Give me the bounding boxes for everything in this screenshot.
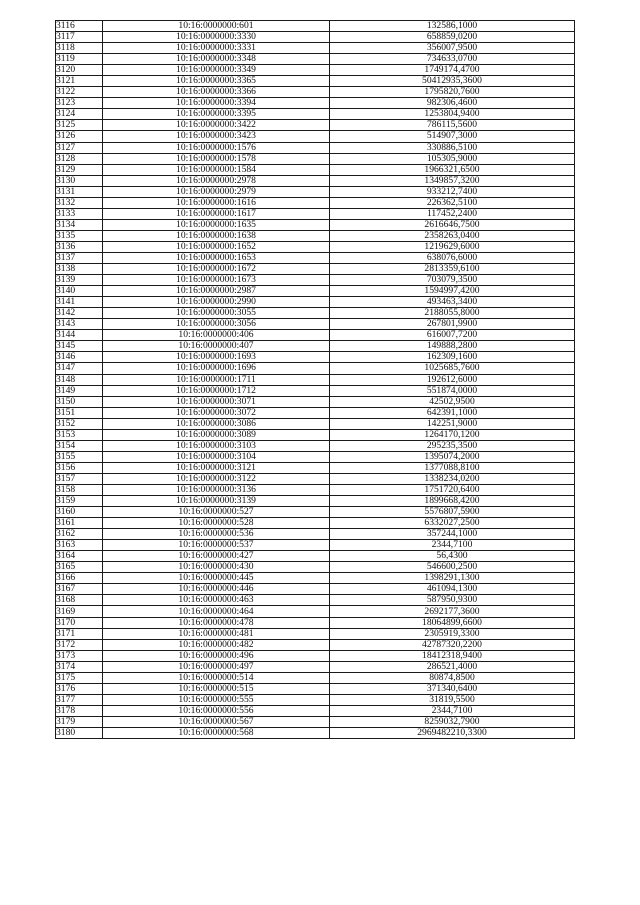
row-number-cell: 3176 — [56, 683, 103, 694]
value-cell: 80874,8500 — [330, 672, 575, 683]
row-number-cell: 3154 — [56, 440, 103, 451]
value-cell: 286521,4000 — [330, 661, 575, 672]
cadastral-number-cell: 10:16:0000000:601 — [103, 21, 330, 32]
value-cell: 356007,9500 — [330, 43, 575, 54]
row-number-cell: 3171 — [56, 628, 103, 639]
value-cell: 982306,4600 — [330, 98, 575, 109]
table-row — [56, 396, 575, 407]
table-row — [56, 241, 575, 252]
row-number-cell: 3152 — [56, 418, 103, 429]
cadastral-number-cell: 10:16:0000000:1578 — [103, 153, 330, 164]
table-row — [56, 208, 575, 219]
cadastral-number-cell: 10:16:0000000:537 — [103, 540, 330, 551]
value-cell: 1899668,4200 — [330, 496, 575, 507]
value-cell: 226362,5100 — [330, 197, 575, 208]
table-row — [56, 197, 575, 208]
row-number-cell: 3132 — [56, 197, 103, 208]
cadastral-number-cell: 10:16:0000000:3056 — [103, 319, 330, 330]
cadastral-number-cell: 10:16:0000000:536 — [103, 529, 330, 540]
value-cell: 2344,7100 — [330, 705, 575, 716]
value-cell: 546600,2500 — [330, 562, 575, 573]
row-number-cell: 3165 — [56, 562, 103, 573]
cadastral-number-cell: 10:16:0000000:1635 — [103, 219, 330, 230]
value-cell: 2305919,3300 — [330, 628, 575, 639]
table-row — [56, 297, 575, 308]
row-number-cell: 3130 — [56, 175, 103, 186]
table-row — [56, 142, 575, 153]
value-cell: 2969482210,3300 — [330, 728, 575, 739]
cadastral-number-cell: 10:16:0000000:3089 — [103, 429, 330, 440]
cadastral-number-cell: 10:16:0000000:3423 — [103, 131, 330, 142]
row-number-cell: 3143 — [56, 319, 103, 330]
cadastral-number-cell: 10:16:0000000:1696 — [103, 363, 330, 374]
table-row — [56, 341, 575, 352]
cadastral-number-cell: 10:16:0000000:3348 — [103, 54, 330, 65]
row-number-cell: 3177 — [56, 694, 103, 705]
value-cell: 587950,9300 — [330, 595, 575, 606]
row-number-cell: 3167 — [56, 584, 103, 595]
row-number-cell: 3153 — [56, 429, 103, 440]
cadastral-number-cell: 10:16:0000000:2990 — [103, 297, 330, 308]
row-number-cell: 3124 — [56, 109, 103, 120]
value-cell: 50412935,3600 — [330, 76, 575, 87]
value-cell: 642391,1000 — [330, 407, 575, 418]
cadastral-number-cell: 10:16:0000000:478 — [103, 617, 330, 628]
cadastral-number-cell: 10:16:0000000:1652 — [103, 241, 330, 252]
cadastral-number-cell: 10:16:0000000:481 — [103, 628, 330, 639]
row-number-cell: 3173 — [56, 650, 103, 661]
table-row — [56, 595, 575, 606]
row-number-cell: 3133 — [56, 208, 103, 219]
value-cell: 6332027,2500 — [330, 518, 575, 529]
cadastral-number-cell: 10:16:0000000:427 — [103, 551, 330, 562]
cadastral-number-cell: 10:16:0000000:1576 — [103, 142, 330, 153]
cadastral-number-cell: 10:16:0000000:568 — [103, 728, 330, 739]
table-row — [56, 264, 575, 275]
table-row — [56, 705, 575, 716]
row-number-cell: 3121 — [56, 76, 103, 87]
cadastral-number-cell: 10:16:0000000:2987 — [103, 286, 330, 297]
table-row — [56, 716, 575, 727]
value-cell: 267801,9900 — [330, 319, 575, 330]
table-row — [56, 87, 575, 98]
cadastral-number-cell: 10:16:0000000:407 — [103, 341, 330, 352]
value-cell: 42787320,2200 — [330, 639, 575, 650]
table-row — [56, 131, 575, 142]
value-cell: 192612,6000 — [330, 374, 575, 385]
row-number-cell: 3127 — [56, 142, 103, 153]
value-cell: 703079,3500 — [330, 275, 575, 286]
value-cell: 461094,1300 — [330, 584, 575, 595]
table-row — [56, 496, 575, 507]
row-number-cell: 3163 — [56, 540, 103, 551]
table-row — [56, 429, 575, 440]
value-cell: 2616646,7500 — [330, 219, 575, 230]
value-cell: 1398291,1300 — [330, 573, 575, 584]
value-cell: 1219629,6000 — [330, 241, 575, 252]
table-row — [56, 529, 575, 540]
table-row — [56, 407, 575, 418]
table-row — [56, 186, 575, 197]
value-cell: 638076,6000 — [330, 252, 575, 263]
value-cell: 42502,9500 — [330, 396, 575, 407]
row-number-cell: 3157 — [56, 473, 103, 484]
cadastral-number-cell: 10:16:0000000:464 — [103, 606, 330, 617]
row-number-cell: 3138 — [56, 264, 103, 275]
value-cell: 142251,9000 — [330, 418, 575, 429]
row-number-cell: 3142 — [56, 308, 103, 319]
cadastral-number-cell: 10:16:0000000:497 — [103, 661, 330, 672]
cadastral-number-cell: 10:16:0000000:445 — [103, 573, 330, 584]
value-cell: 2813359,6100 — [330, 264, 575, 275]
table-row — [56, 120, 575, 131]
table-row — [56, 473, 575, 484]
cadastral-number-cell: 10:16:0000000:555 — [103, 694, 330, 705]
table-row — [56, 462, 575, 473]
table-row — [56, 65, 575, 76]
row-number-cell: 3160 — [56, 507, 103, 518]
row-number-cell: 3145 — [56, 341, 103, 352]
value-cell: 1594997,4200 — [330, 286, 575, 297]
value-cell: 18064899,6600 — [330, 617, 575, 628]
value-cell: 1795820,7600 — [330, 87, 575, 98]
value-cell: 1751720,6400 — [330, 484, 575, 495]
row-number-cell: 3126 — [56, 131, 103, 142]
row-number-cell: 3161 — [56, 518, 103, 529]
value-cell: 2358263,0400 — [330, 230, 575, 241]
cadastral-number-cell: 10:16:0000000:1673 — [103, 275, 330, 286]
table-row — [56, 584, 575, 595]
row-number-cell: 3136 — [56, 241, 103, 252]
table-row — [56, 650, 575, 661]
row-number-cell: 3117 — [56, 32, 103, 43]
cadastral-number-cell: 10:16:0000000:2978 — [103, 175, 330, 186]
row-number-cell: 3118 — [56, 43, 103, 54]
cadastral-number-cell: 10:16:0000000:3366 — [103, 87, 330, 98]
row-number-cell: 3170 — [56, 617, 103, 628]
table-row — [56, 440, 575, 451]
table-row — [56, 540, 575, 551]
cadastral-number-cell: 10:16:0000000:3103 — [103, 440, 330, 451]
row-number-cell: 3135 — [56, 230, 103, 241]
row-number-cell: 3179 — [56, 716, 103, 727]
table-row — [56, 374, 575, 385]
cadastral-number-cell: 10:16:0000000:514 — [103, 672, 330, 683]
cadastral-number-cell: 10:16:0000000:3395 — [103, 109, 330, 120]
value-cell: 514907,3000 — [330, 131, 575, 142]
row-number-cell: 3147 — [56, 363, 103, 374]
row-number-cell: 3174 — [56, 661, 103, 672]
table-row — [56, 175, 575, 186]
row-number-cell: 3150 — [56, 396, 103, 407]
row-number-cell: 3146 — [56, 352, 103, 363]
table-row — [56, 219, 575, 230]
row-number-cell: 3168 — [56, 595, 103, 606]
row-number-cell: 3164 — [56, 551, 103, 562]
table-row — [56, 319, 575, 330]
row-number-cell: 3149 — [56, 385, 103, 396]
cadastral-values-table — [55, 20, 575, 739]
table-row — [56, 639, 575, 650]
cadastral-number-cell: 10:16:0000000:567 — [103, 716, 330, 727]
row-number-cell: 3166 — [56, 573, 103, 584]
value-cell: 1264170,1200 — [330, 429, 575, 440]
table-row — [56, 308, 575, 319]
cadastral-number-cell: 10:16:0000000:3104 — [103, 451, 330, 462]
table-row — [56, 661, 575, 672]
table-row — [56, 363, 575, 374]
cadastral-number-cell: 10:16:0000000:406 — [103, 330, 330, 341]
table-row — [56, 153, 575, 164]
value-cell: 149888,2800 — [330, 341, 575, 352]
table-row — [56, 573, 575, 584]
table-row — [56, 352, 575, 363]
table-row — [56, 54, 575, 65]
table-row — [56, 230, 575, 241]
row-number-cell: 3156 — [56, 462, 103, 473]
row-number-cell: 3128 — [56, 153, 103, 164]
table-row — [56, 76, 575, 87]
cadastral-number-cell: 10:16:0000000:1584 — [103, 164, 330, 175]
row-number-cell: 3139 — [56, 275, 103, 286]
cadastral-number-cell: 10:16:0000000:482 — [103, 639, 330, 650]
value-cell: 132586,1000 — [330, 21, 575, 32]
table-row — [56, 518, 575, 529]
value-cell: 330886,5100 — [330, 142, 575, 153]
cadastral-number-cell: 10:16:0000000:430 — [103, 562, 330, 573]
row-number-cell: 3180 — [56, 728, 103, 739]
table-row — [56, 164, 575, 175]
row-number-cell: 3162 — [56, 529, 103, 540]
table-row — [56, 385, 575, 396]
value-cell: 933212,7400 — [330, 186, 575, 197]
row-number-cell: 3123 — [56, 98, 103, 109]
cadastral-number-cell: 10:16:0000000:3136 — [103, 484, 330, 495]
cadastral-number-cell: 10:16:0000000:3071 — [103, 396, 330, 407]
table-row — [56, 694, 575, 705]
value-cell: 5576807,5900 — [330, 507, 575, 518]
table-row — [56, 451, 575, 462]
row-number-cell: 3119 — [56, 54, 103, 65]
row-number-cell: 3158 — [56, 484, 103, 495]
cadastral-number-cell: 10:16:0000000:2979 — [103, 186, 330, 197]
cadastral-number-cell: 10:16:0000000:1711 — [103, 374, 330, 385]
table-row — [56, 507, 575, 518]
table-row — [56, 98, 575, 109]
table-body — [56, 21, 575, 739]
row-number-cell: 3159 — [56, 496, 103, 507]
row-number-cell: 3144 — [56, 330, 103, 341]
cadastral-number-cell: 10:16:0000000:3072 — [103, 407, 330, 418]
table-row — [56, 628, 575, 639]
value-cell: 117452,2400 — [330, 208, 575, 219]
cadastral-number-cell: 10:16:0000000:3086 — [103, 418, 330, 429]
row-number-cell: 3120 — [56, 65, 103, 76]
cadastral-number-cell: 10:16:0000000:3331 — [103, 43, 330, 54]
value-cell: 658859,0200 — [330, 32, 575, 43]
cadastral-number-cell: 10:16:0000000:527 — [103, 507, 330, 518]
table-row — [56, 562, 575, 573]
table-row — [56, 275, 575, 286]
row-number-cell: 3141 — [56, 297, 103, 308]
row-number-cell: 3116 — [56, 21, 103, 32]
cadastral-number-cell: 10:16:0000000:1638 — [103, 230, 330, 241]
row-number-cell: 3169 — [56, 606, 103, 617]
cadastral-number-cell: 10:16:0000000:1653 — [103, 252, 330, 263]
row-number-cell: 3137 — [56, 252, 103, 263]
row-number-cell: 3140 — [56, 286, 103, 297]
row-number-cell: 3172 — [56, 639, 103, 650]
value-cell: 162309,1600 — [330, 352, 575, 363]
cadastral-number-cell: 10:16:0000000:1616 — [103, 197, 330, 208]
value-cell: 551874,0000 — [330, 385, 575, 396]
value-cell: 357244,1000 — [330, 529, 575, 540]
row-number-cell: 3125 — [56, 120, 103, 131]
cadastral-number-cell: 10:16:0000000:3330 — [103, 32, 330, 43]
cadastral-number-cell: 10:16:0000000:463 — [103, 595, 330, 606]
cadastral-number-cell: 10:16:0000000:446 — [103, 584, 330, 595]
cadastral-number-cell: 10:16:0000000:3394 — [103, 98, 330, 109]
row-number-cell: 3175 — [56, 672, 103, 683]
value-cell: 786115,5600 — [330, 120, 575, 131]
value-cell: 56,4300 — [330, 551, 575, 562]
cadastral-number-cell: 10:16:0000000:496 — [103, 650, 330, 661]
row-number-cell: 3148 — [56, 374, 103, 385]
table-row — [56, 21, 575, 32]
row-number-cell: 3178 — [56, 705, 103, 716]
value-cell: 371340,6400 — [330, 683, 575, 694]
cadastral-number-cell: 10:16:0000000:1712 — [103, 385, 330, 396]
cadastral-number-cell: 10:16:0000000:3365 — [103, 76, 330, 87]
value-cell: 105305,9000 — [330, 153, 575, 164]
cadastral-number-cell: 10:16:0000000:3422 — [103, 120, 330, 131]
table-row — [56, 683, 575, 694]
table-row — [56, 418, 575, 429]
value-cell: 1349857,3200 — [330, 175, 575, 186]
cadastral-number-cell: 10:16:0000000:1693 — [103, 352, 330, 363]
value-cell: 31819,5500 — [330, 694, 575, 705]
table-row — [56, 286, 575, 297]
value-cell: 8259032,7900 — [330, 716, 575, 727]
value-cell: 616007,7200 — [330, 330, 575, 341]
table-row — [56, 252, 575, 263]
table-row — [56, 330, 575, 341]
table-row — [56, 484, 575, 495]
table-row — [56, 109, 575, 120]
cadastral-number-cell: 10:16:0000000:3055 — [103, 308, 330, 319]
row-number-cell: 3134 — [56, 219, 103, 230]
cadastral-number-cell: 10:16:0000000:1617 — [103, 208, 330, 219]
row-number-cell: 3131 — [56, 186, 103, 197]
table-row — [56, 672, 575, 683]
row-number-cell: 3129 — [56, 164, 103, 175]
table-row — [56, 32, 575, 43]
row-number-cell: 3155 — [56, 451, 103, 462]
value-cell: 1377088,8100 — [330, 462, 575, 473]
value-cell: 1395074,2000 — [330, 451, 575, 462]
value-cell: 295235,3500 — [330, 440, 575, 451]
value-cell: 2692177,3600 — [330, 606, 575, 617]
cadastral-number-cell: 10:16:0000000:556 — [103, 705, 330, 716]
cadastral-number-cell: 10:16:0000000:3139 — [103, 496, 330, 507]
value-cell: 1253804,9400 — [330, 109, 575, 120]
table-row — [56, 728, 575, 739]
cadastral-number-cell: 10:16:0000000:3349 — [103, 65, 330, 76]
cadastral-number-cell: 10:16:0000000:3121 — [103, 462, 330, 473]
value-cell: 2344,7100 — [330, 540, 575, 551]
value-cell: 1025685,7600 — [330, 363, 575, 374]
value-cell: 493463,3400 — [330, 297, 575, 308]
value-cell: 18412318,9400 — [330, 650, 575, 661]
value-cell: 2188055,8000 — [330, 308, 575, 319]
cadastral-number-cell: 10:16:0000000:515 — [103, 683, 330, 694]
value-cell: 1966321,6500 — [330, 164, 575, 175]
row-number-cell: 3151 — [56, 407, 103, 418]
table-row — [56, 43, 575, 54]
table-row — [56, 551, 575, 562]
table-row — [56, 606, 575, 617]
cadastral-number-cell: 10:16:0000000:528 — [103, 518, 330, 529]
value-cell: 1749174,4700 — [330, 65, 575, 76]
cadastral-number-cell: 10:16:0000000:3122 — [103, 473, 330, 484]
cadastral-number-cell: 10:16:0000000:1672 — [103, 264, 330, 275]
value-cell: 734633,0700 — [330, 54, 575, 65]
row-number-cell: 3122 — [56, 87, 103, 98]
value-cell: 1338234,0200 — [330, 473, 575, 484]
table-row — [56, 617, 575, 628]
